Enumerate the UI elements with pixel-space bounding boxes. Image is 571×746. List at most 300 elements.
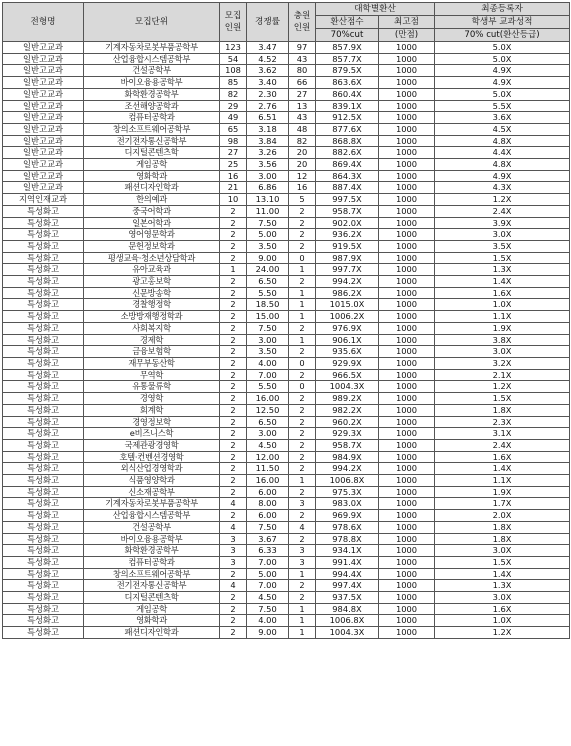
cell-quota: 2 <box>220 393 247 405</box>
cell-unit: 문헌정보학과 <box>84 240 220 252</box>
cell-score: 877.6X <box>316 123 379 135</box>
cell-grade: 3.8X <box>435 334 570 346</box>
cell-quota: 1 <box>220 264 247 276</box>
header-extra-line1: 충원 <box>293 11 311 21</box>
cell-score: 983.0X <box>316 498 379 510</box>
cell-unit: 유아교육과 <box>84 264 220 276</box>
cell-grade: 1.6X <box>435 287 570 299</box>
cell-score: 879.5X <box>316 65 379 77</box>
cell-extra: 5 <box>289 194 316 206</box>
table-row <box>3 498 570 510</box>
table-row <box>3 416 570 428</box>
cell-unit: 조선해양공학과 <box>84 100 220 112</box>
table-row <box>3 369 570 381</box>
cell-score: 1006.8X <box>316 475 379 487</box>
cell-grade: 3.0X <box>435 545 570 557</box>
table-row <box>3 229 570 241</box>
cell-score: 839.1X <box>316 100 379 112</box>
header-type: 전형명 <box>3 3 84 42</box>
cell-type: 특성화고 <box>3 592 84 604</box>
cell-type: 특성화고 <box>3 451 84 463</box>
cell-rate: 3.50 <box>247 240 289 252</box>
cell-max: 1000 <box>379 580 435 592</box>
cell-score: 906.1X <box>316 334 379 346</box>
cell-type: 특성화고 <box>3 369 84 381</box>
cell-unit: 금융보험학 <box>84 346 220 358</box>
cell-quota: 2 <box>220 311 247 323</box>
cell-max: 1000 <box>379 510 435 522</box>
cell-score: 869.4X <box>316 159 379 171</box>
cell-type: 일반고교과 <box>3 88 84 100</box>
cell-grade: 1.0X <box>435 299 570 311</box>
admission-results-table-wrapper <box>2 2 569 639</box>
cell-score: 997.7X <box>316 264 379 276</box>
cell-max: 1000 <box>379 77 435 89</box>
cell-max: 1000 <box>379 463 435 475</box>
cell-extra: 12 <box>289 170 316 182</box>
cell-grade: 3.9X <box>435 217 570 229</box>
cell-extra: 2 <box>289 217 316 229</box>
table-row <box>3 217 570 229</box>
cell-unit: 컴퓨터공학과 <box>84 112 220 124</box>
table-row <box>3 276 570 288</box>
header-score-line1: 환산점수 <box>316 16 379 29</box>
cell-unit: 건설공학부 <box>84 65 220 77</box>
table-row <box>3 252 570 264</box>
cell-unit: 디지털콘텐츠학 <box>84 147 220 159</box>
cell-rate: 18.50 <box>247 299 289 311</box>
cell-max: 1000 <box>379 135 435 147</box>
cell-extra: 2 <box>289 510 316 522</box>
header-quota-line1: 모집 <box>224 11 242 21</box>
header-grade-line1: 학생부 교과성적 <box>435 16 570 29</box>
cell-grade: 3.6X <box>435 112 570 124</box>
table-row <box>3 580 570 592</box>
cell-score: 864.3X <box>316 170 379 182</box>
cell-max: 1000 <box>379 65 435 77</box>
cell-rate: 3.56 <box>247 159 289 171</box>
cell-rate: 7.00 <box>247 369 289 381</box>
cell-max: 1000 <box>379 123 435 135</box>
cell-score: 978.6X <box>316 521 379 533</box>
cell-max: 1000 <box>379 322 435 334</box>
cell-grade: 1.1X <box>435 311 570 323</box>
cell-extra: 2 <box>289 428 316 440</box>
cell-grade: 4.9X <box>435 170 570 182</box>
cell-score: 860.4X <box>316 88 379 100</box>
cell-grade: 2.3X <box>435 416 570 428</box>
cell-quota: 2 <box>220 416 247 428</box>
cell-rate: 3.84 <box>247 135 289 147</box>
cell-unit: 평생교육·청소년상담학과 <box>84 252 220 264</box>
table-row <box>3 592 570 604</box>
cell-max: 1000 <box>379 346 435 358</box>
cell-max: 1000 <box>379 42 435 54</box>
cell-quota: 98 <box>220 135 247 147</box>
cell-extra: 1 <box>289 311 316 323</box>
cell-grade: 4.8X <box>435 135 570 147</box>
cell-unit: 유통물류학 <box>84 381 220 393</box>
cell-extra: 43 <box>289 112 316 124</box>
cell-type: 일반고교과 <box>3 123 84 135</box>
cell-extra: 2 <box>289 463 316 475</box>
cell-quota: 54 <box>220 53 247 65</box>
cell-quota: 2 <box>220 615 247 627</box>
cell-max: 1000 <box>379 475 435 487</box>
cell-rate: 7.50 <box>247 521 289 533</box>
table-row <box>3 65 570 77</box>
cell-quota: 3 <box>220 556 247 568</box>
cell-extra: 1 <box>289 627 316 639</box>
header-quota <box>220 3 247 42</box>
cell-rate: 3.18 <box>247 123 289 135</box>
cell-rate: 5.00 <box>247 568 289 580</box>
cell-grade: 4.9X <box>435 65 570 77</box>
cell-score: 997.4X <box>316 580 379 592</box>
cell-rate: 3.00 <box>247 428 289 440</box>
cell-rate: 6.00 <box>247 510 289 522</box>
cell-grade: 1.0X <box>435 615 570 627</box>
cell-grade: 1.2X <box>435 627 570 639</box>
cell-max: 1000 <box>379 568 435 580</box>
cell-rate: 13.10 <box>247 194 289 206</box>
cell-quota: 2 <box>220 287 247 299</box>
table-row <box>3 568 570 580</box>
cell-unit: 일본어학과 <box>84 217 220 229</box>
cell-quota: 2 <box>220 568 247 580</box>
cell-max: 1000 <box>379 159 435 171</box>
cell-quota: 2 <box>220 592 247 604</box>
cell-grade: 2.4X <box>435 439 570 451</box>
cell-score: 936.2X <box>316 229 379 241</box>
cell-unit: 경영학 <box>84 393 220 405</box>
cell-grade: 1.7X <box>435 498 570 510</box>
table-row <box>3 240 570 252</box>
cell-rate: 16.00 <box>247 475 289 487</box>
cell-extra: 1 <box>289 603 316 615</box>
cell-type: 특성화고 <box>3 404 84 416</box>
table-row <box>3 194 570 206</box>
table-row <box>3 159 570 171</box>
cell-rate: 6.50 <box>247 276 289 288</box>
table-row <box>3 603 570 615</box>
cell-score: 966.5X <box>316 369 379 381</box>
cell-grade: 1.9X <box>435 322 570 334</box>
cell-unit: 화학환경공학부 <box>84 88 220 100</box>
cell-max: 1000 <box>379 276 435 288</box>
cell-rate: 6.33 <box>247 545 289 557</box>
cell-rate: 3.40 <box>247 77 289 89</box>
cell-type: 특성화고 <box>3 357 84 369</box>
cell-grade: 1.6X <box>435 603 570 615</box>
header-extra-line2: 인원 <box>293 23 311 33</box>
cell-unit: 패션디자인학과 <box>84 627 220 639</box>
table-row <box>3 182 570 194</box>
table-row <box>3 322 570 334</box>
cell-max: 1000 <box>379 556 435 568</box>
cell-rate: 7.50 <box>247 217 289 229</box>
cell-type: 특성화고 <box>3 568 84 580</box>
table-row <box>3 545 570 557</box>
cell-unit: 소방방재행정학과 <box>84 311 220 323</box>
cell-max: 1000 <box>379 299 435 311</box>
cell-extra: 2 <box>289 486 316 498</box>
table-row <box>3 264 570 276</box>
table-body <box>3 42 570 639</box>
header-rate: 경쟁률 <box>247 3 289 42</box>
cell-extra: 43 <box>289 53 316 65</box>
cell-grade: 4.4X <box>435 147 570 159</box>
cell-score: 987.9X <box>316 252 379 264</box>
cell-rate: 4.00 <box>247 357 289 369</box>
cell-extra: 0 <box>289 357 316 369</box>
header-score-line2: 70%cut <box>316 29 379 42</box>
cell-type: 일반고교과 <box>3 65 84 77</box>
cell-extra: 2 <box>289 205 316 217</box>
cell-score: 994.2X <box>316 463 379 475</box>
cell-score: 887.4X <box>316 182 379 194</box>
cell-score: 978.8X <box>316 533 379 545</box>
cell-grade: 1.4X <box>435 568 570 580</box>
cell-rate: 3.50 <box>247 346 289 358</box>
cell-grade: 2.4X <box>435 205 570 217</box>
cell-rate: 6.00 <box>247 486 289 498</box>
table-row <box>3 123 570 135</box>
cell-grade: 5.0X <box>435 88 570 100</box>
cell-rate: 11.50 <box>247 463 289 475</box>
table-row <box>3 439 570 451</box>
cell-type: 특성화고 <box>3 486 84 498</box>
cell-max: 1000 <box>379 357 435 369</box>
cell-extra: 1 <box>289 299 316 311</box>
table-row <box>3 357 570 369</box>
cell-score: 984.8X <box>316 603 379 615</box>
cell-quota: 2 <box>220 217 247 229</box>
cell-type: 특성화고 <box>3 627 84 639</box>
cell-type: 특성화고 <box>3 322 84 334</box>
cell-quota: 2 <box>220 276 247 288</box>
cell-quota: 2 <box>220 240 247 252</box>
cell-extra: 0 <box>289 381 316 393</box>
cell-type: 특성화고 <box>3 205 84 217</box>
cell-max: 1000 <box>379 627 435 639</box>
cell-quota: 29 <box>220 100 247 112</box>
table-row <box>3 287 570 299</box>
cell-quota: 2 <box>220 475 247 487</box>
table-row <box>3 486 570 498</box>
cell-quota: 2 <box>220 439 247 451</box>
cell-type: 특성화고 <box>3 475 84 487</box>
cell-max: 1000 <box>379 229 435 241</box>
cell-max: 1000 <box>379 451 435 463</box>
cell-unit: 전기전자통신공학부 <box>84 135 220 147</box>
header-group-final: 최종등록자 <box>435 3 570 16</box>
cell-rate: 6.51 <box>247 112 289 124</box>
table-row <box>3 135 570 147</box>
cell-rate: 6.50 <box>247 416 289 428</box>
cell-grade: 5.0X <box>435 53 570 65</box>
cell-max: 1000 <box>379 334 435 346</box>
cell-max: 1000 <box>379 521 435 533</box>
cell-grade: 3.0X <box>435 592 570 604</box>
cell-rate: 3.00 <box>247 170 289 182</box>
cell-max: 1000 <box>379 311 435 323</box>
cell-extra: 2 <box>289 369 316 381</box>
cell-unit: 게임공학 <box>84 603 220 615</box>
cell-extra: 2 <box>289 240 316 252</box>
cell-quota: 2 <box>220 322 247 334</box>
table-row <box>3 311 570 323</box>
cell-quota: 2 <box>220 252 247 264</box>
cell-quota: 2 <box>220 381 247 393</box>
cell-type: 일반고교과 <box>3 147 84 159</box>
cell-grade: 3.1X <box>435 428 570 440</box>
cell-rate: 4.50 <box>247 592 289 604</box>
table-row <box>3 556 570 568</box>
cell-grade: 1.9X <box>435 486 570 498</box>
cell-unit: 패션디자인학과 <box>84 182 220 194</box>
cell-grade: 4.3X <box>435 182 570 194</box>
cell-type: 특성화고 <box>3 533 84 545</box>
cell-quota: 2 <box>220 357 247 369</box>
cell-max: 1000 <box>379 287 435 299</box>
cell-grade: 4.9X <box>435 77 570 89</box>
cell-unit: 재무부동산학 <box>84 357 220 369</box>
cell-extra: 97 <box>289 42 316 54</box>
cell-max: 1000 <box>379 53 435 65</box>
cell-rate: 16.00 <box>247 393 289 405</box>
cell-rate: 3.67 <box>247 533 289 545</box>
table-row <box>3 521 570 533</box>
table-row <box>3 42 570 54</box>
cell-grade: 1.3X <box>435 580 570 592</box>
cell-max: 1000 <box>379 498 435 510</box>
cell-quota: 2 <box>220 451 247 463</box>
cell-score: 984.9X <box>316 451 379 463</box>
cell-grade: 1.4X <box>435 276 570 288</box>
cell-type: 특성화고 <box>3 580 84 592</box>
cell-score: 958.7X <box>316 439 379 451</box>
cell-max: 1000 <box>379 264 435 276</box>
cell-quota: 4 <box>220 580 247 592</box>
cell-type: 특성화고 <box>3 416 84 428</box>
cell-unit: 컴퓨터공학과 <box>84 556 220 568</box>
cell-score: 969.9X <box>316 510 379 522</box>
cell-score: 929.3X <box>316 428 379 440</box>
cell-extra: 80 <box>289 65 316 77</box>
cell-score: 997.5X <box>316 194 379 206</box>
table-header <box>3 3 570 42</box>
cell-grade: 1.1X <box>435 475 570 487</box>
cell-rate: 9.00 <box>247 627 289 639</box>
cell-rate: 3.62 <box>247 65 289 77</box>
header-quota-line2: 인원 <box>224 23 242 33</box>
cell-quota: 123 <box>220 42 247 54</box>
cell-rate: 7.00 <box>247 580 289 592</box>
table-row <box>3 205 570 217</box>
cell-unit: 무역학 <box>84 369 220 381</box>
cell-type: 특성화고 <box>3 603 84 615</box>
cell-score: 1015.0X <box>316 299 379 311</box>
cell-type: 특성화고 <box>3 393 84 405</box>
cell-type: 특성화고 <box>3 334 84 346</box>
cell-max: 1000 <box>379 416 435 428</box>
cell-quota: 2 <box>220 346 247 358</box>
cell-unit: 국제관광경영학 <box>84 439 220 451</box>
cell-score: 857.7X <box>316 53 379 65</box>
cell-unit: 경제학 <box>84 334 220 346</box>
cell-unit: 건설공학부 <box>84 521 220 533</box>
cell-grade: 1.5X <box>435 556 570 568</box>
cell-max: 1000 <box>379 369 435 381</box>
cell-unit: 회계학 <box>84 404 220 416</box>
cell-type: 일반고교과 <box>3 135 84 147</box>
table-row <box>3 404 570 416</box>
cell-rate: 2.76 <box>247 100 289 112</box>
cell-score: 929.9X <box>316 357 379 369</box>
cell-unit: 신문방송학 <box>84 287 220 299</box>
cell-grade: 1.6X <box>435 451 570 463</box>
cell-unit: 산업융합시스템공학부 <box>84 510 220 522</box>
cell-score: 912.5X <box>316 112 379 124</box>
cell-unit: 영화학과 <box>84 615 220 627</box>
cell-score: 982.2X <box>316 404 379 416</box>
cell-quota: 2 <box>220 229 247 241</box>
cell-rate: 5.50 <box>247 287 289 299</box>
cell-grade: 1.4X <box>435 463 570 475</box>
cell-max: 1000 <box>379 217 435 229</box>
cell-grade: 1.8X <box>435 521 570 533</box>
cell-quota: 4 <box>220 498 247 510</box>
table-row <box>3 147 570 159</box>
cell-grade: 3.0X <box>435 229 570 241</box>
cell-unit: 영화학과 <box>84 170 220 182</box>
cell-rate: 12.50 <box>247 404 289 416</box>
cell-quota: 2 <box>220 404 247 416</box>
table-row <box>3 533 570 545</box>
cell-max: 1000 <box>379 112 435 124</box>
cell-extra: 2 <box>289 322 316 334</box>
cell-quota: 4 <box>220 521 247 533</box>
cell-grade: 5.5X <box>435 100 570 112</box>
cell-score: 863.6X <box>316 77 379 89</box>
cell-extra: 1 <box>289 264 316 276</box>
cell-extra: 1 <box>289 334 316 346</box>
cell-rate: 3.26 <box>247 147 289 159</box>
cell-rate: 15.00 <box>247 311 289 323</box>
cell-type: 특성화고 <box>3 299 84 311</box>
cell-extra: 2 <box>289 276 316 288</box>
cell-unit: 산업융합시스템공학부 <box>84 53 220 65</box>
cell-extra: 2 <box>289 416 316 428</box>
cell-unit: 광고홍보학 <box>84 276 220 288</box>
cell-max: 1000 <box>379 592 435 604</box>
cell-type: 일반고교과 <box>3 159 84 171</box>
cell-rate: 12.00 <box>247 451 289 463</box>
cell-rate: 9.00 <box>247 252 289 264</box>
cell-unit: 호텔·컨벤션경영학 <box>84 451 220 463</box>
cell-type: 특성화고 <box>3 498 84 510</box>
cell-score: 986.2X <box>316 287 379 299</box>
cell-grade: 2.0X <box>435 510 570 522</box>
cell-extra: 16 <box>289 182 316 194</box>
cell-grade: 1.2X <box>435 381 570 393</box>
cell-unit: 창의소프트웨어공학부 <box>84 568 220 580</box>
cell-quota: 3 <box>220 545 247 557</box>
cell-grade: 4.5X <box>435 123 570 135</box>
cell-rate: 6.86 <box>247 182 289 194</box>
cell-type: 일반고교과 <box>3 112 84 124</box>
